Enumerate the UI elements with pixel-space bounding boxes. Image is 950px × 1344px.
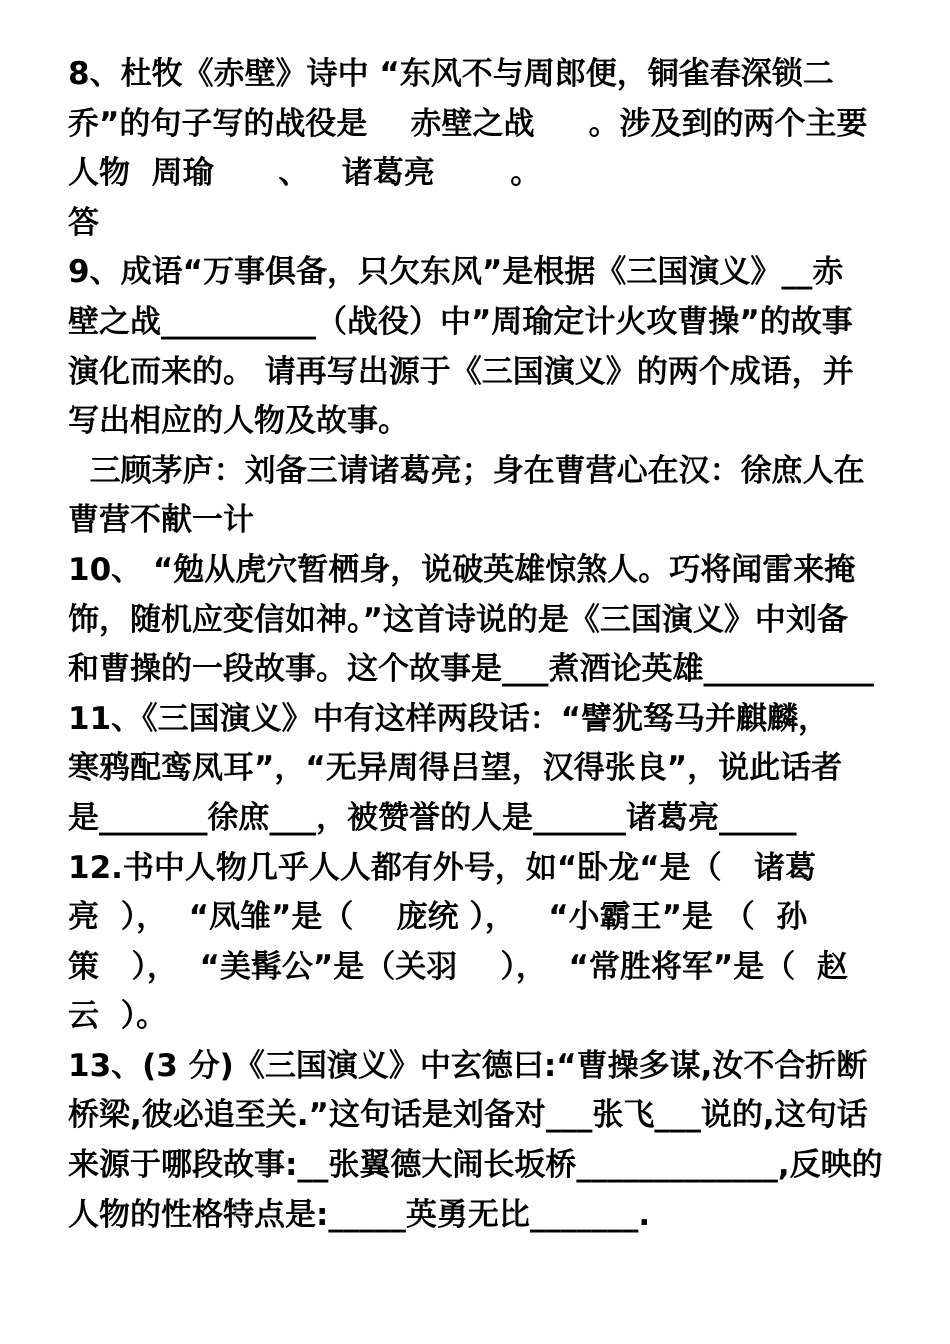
text-line: 桥梁,彼必追至关.”这句话是刘备对___张飞___说的,这句话	[68, 1097, 868, 1134]
text-line: 曹营不献一计	[68, 502, 254, 539]
text-line: 9、成语“万事俱备，只欠东风”是根据《三国演义》__赤	[68, 254, 844, 291]
text-line: 10、 “勉从虎穴暂栖身，说破英雄惊煞人。巧将闻雷来掩	[68, 551, 856, 588]
text-line: 写出相应的人物及故事。	[68, 403, 409, 440]
text-line: 亮 ）， “凤雏”是（ 庞统 ）， “小霸王”是 （ 孙	[68, 899, 808, 936]
text-line: 寒鸦配鸾凤耳”，“无异周得吕望，汉得张良”，说此话者	[68, 750, 843, 787]
text-line: 答	[68, 204, 99, 241]
text-line: 三顾茅庐：刘备三请诸葛亮；身在曹营心在汉：徐庶人在	[68, 452, 865, 489]
text-line: 人物的性格特点是:_____英勇无比_______.	[68, 1196, 651, 1233]
text-line: 乔”的句子写的战役是 赤壁之战 。涉及到的两个主要	[68, 105, 868, 142]
text-line: 人物 周瑜 、 诸葛亮 。	[68, 155, 542, 192]
text-line: 13、(3 分)《三国演义》中玄德曰:“曹操多谋,汝不合折断	[68, 1047, 868, 1084]
text-line: 云 ）。	[68, 998, 168, 1035]
text-line: 是_______徐庶___，被赞誉的人是______诸葛亮_____	[68, 799, 797, 836]
text-line: 演化而来的。 请再写出源于《三国演义》的两个成语，并	[68, 353, 854, 390]
text-line: 和曹操的一段故事。这个故事是___煮酒论英雄___________	[68, 651, 874, 688]
text-line: 饰，随机应变信如神。”这首诗说的是《三国演义》中刘备	[68, 601, 848, 638]
text-line: 12.书中人物几乎人人都有外号，如“卧龙“是（ 诸葛	[68, 849, 817, 886]
text-line: 壁之战__________（战役）中”周瑜定计火攻曹操”的故事	[68, 303, 853, 340]
text-line: 8、杜牧《赤壁》诗中 “东风不与周郎便，铜雀春深锁二	[68, 56, 834, 92]
text-line: 来源于哪段故事:__张翼德大闹长坂桥_____________,反映的	[68, 1147, 883, 1184]
text-line: 11、《三国演义》中有这样两段话：“譬犹驽马并麒麟，	[68, 700, 830, 737]
text-line: 策 ）， “美髯公”是（关羽 ）， “常胜将军”是（ 赵	[68, 948, 848, 985]
document-page	[68, 50, 904, 1240]
